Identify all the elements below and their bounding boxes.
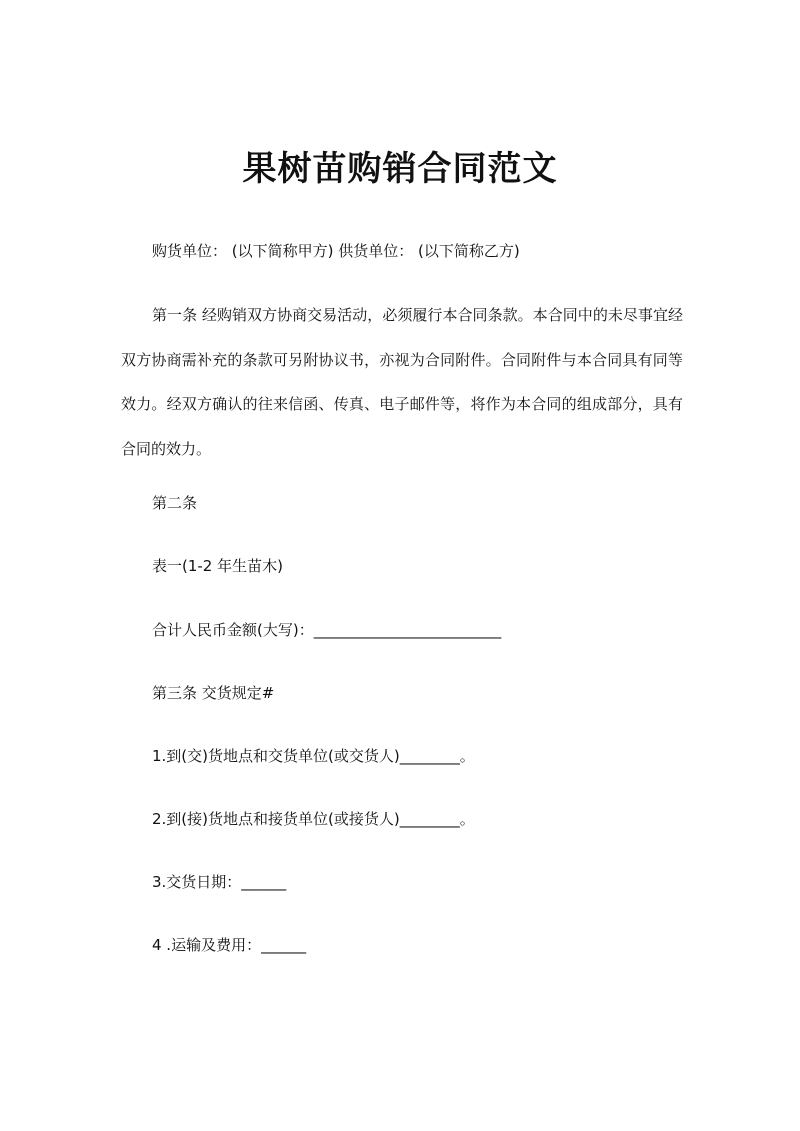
delivery-item-3: 3.交货日期：______ <box>152 873 287 891</box>
delivery-item-4: 4 .运输及费用：______ <box>152 936 307 954</box>
article-1-paragraph: 第一条 经购销双方协商交易活动，必须履行本合同条款。本合同中的未尽事宜经双方协商需补充的条款可另附协议书，亦视为合同附件。合同附件与本合同具有同等效力。经双方确认的往来信函、传真、电子邮件等，将作为本合同的组成部分，具有合同的效力。 <box>121 306 683 458</box>
total-amount-line: 合计人民币金额(大写)：_________________________ <box>152 621 502 639</box>
table-1-caption: 表一(1-2 年生苗木) <box>152 557 283 575</box>
delivery-item-2: 2.到(接)货地点和接货单位(或接货人)________。 <box>152 810 475 828</box>
parties-line: 购货单位： (以下简称甲方) 供货单位： (以下简称乙方) <box>152 242 520 260</box>
document-title: 果树苗购销合同范文 <box>242 149 558 189</box>
delivery-item-1: 1.到(交)货地点和交货单位(或交货人)________。 <box>152 747 475 765</box>
article-3-heading: 第三条 交货规定# <box>152 684 275 702</box>
article-2-heading: 第二条 <box>152 494 198 512</box>
